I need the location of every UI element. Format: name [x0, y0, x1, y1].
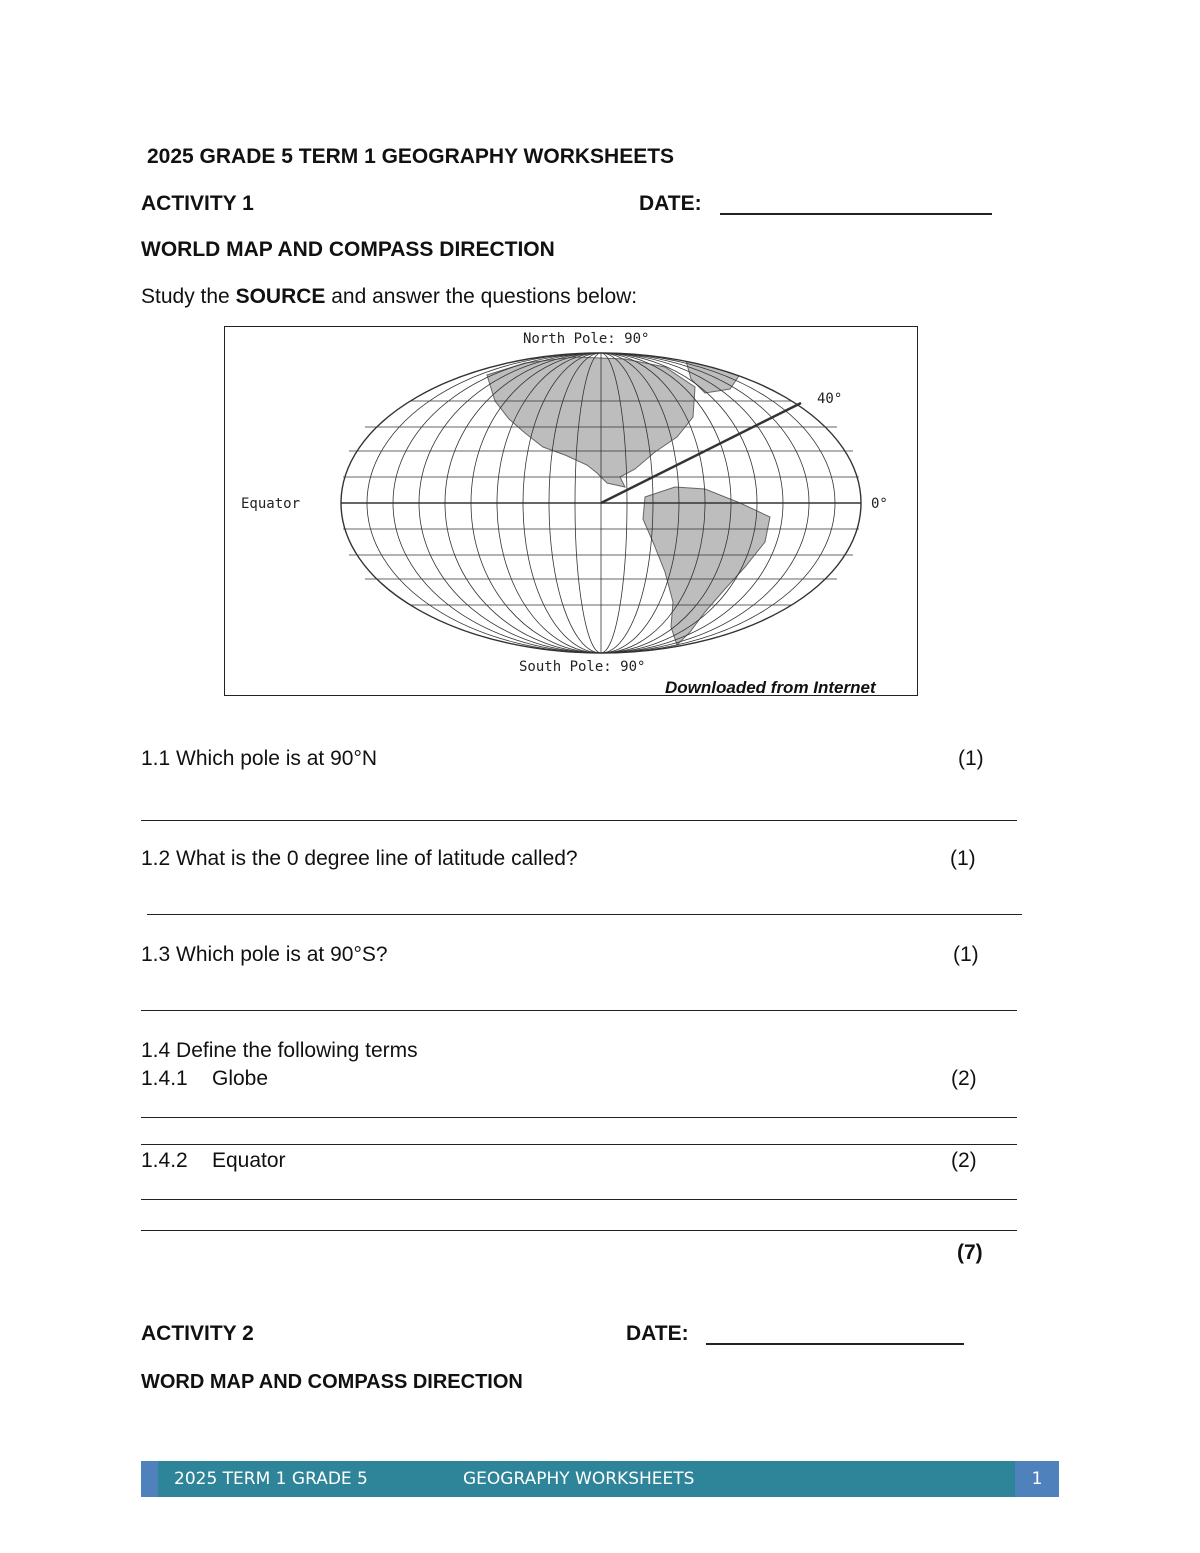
question-1-4-heading: 1.4 Define the following terms: [141, 1039, 418, 1062]
answer-line-1-4-2-b[interactable]: [141, 1230, 1017, 1231]
question-1-2: 1.2 What is the 0 degree line of latitude called?: [141, 847, 578, 870]
footer-left-text: 2025 TERM 1 GRADE 5: [174, 1469, 368, 1489]
footer-middle-text: GEOGRAPHY WORKSHEETS: [463, 1469, 695, 1489]
activity-2-date-field[interactable]: [706, 1343, 964, 1345]
term-1-4-2-label: Equator: [212, 1149, 286, 1172]
question-1-2-marks: (1): [950, 847, 976, 870]
term-1-4-1-number: 1.4.1: [141, 1067, 188, 1090]
instruction-suffix: and answer the questions below:: [325, 285, 638, 308]
zero-degree-label: 0°: [871, 496, 888, 512]
answer-line-1-3[interactable]: [141, 1010, 1017, 1011]
angle-label: 40°: [817, 391, 843, 407]
activity-1-date-field[interactable]: [720, 213, 992, 215]
graticule: [341, 353, 861, 653]
north-america-shape: [487, 357, 695, 487]
instruction-bold: SOURCE: [235, 285, 326, 308]
term-1-4-2-number: 1.4.2: [141, 1149, 188, 1172]
page-title: 2025 GRADE 5 TERM 1 GEOGRAPHY WORKSHEETS: [147, 145, 675, 168]
north-pole-label: North Pole: 90°: [523, 331, 650, 347]
land-masses: [487, 353, 770, 645]
instruction-prefix: Study the: [141, 285, 236, 308]
answer-line-1-1[interactable]: [141, 820, 1017, 821]
answer-line-1-4-1-a[interactable]: [141, 1117, 1017, 1118]
activity-2-subtitle: WORD MAP AND COMPASS DIRECTION: [141, 1371, 523, 1393]
equator-label: Equator: [241, 496, 301, 512]
instruction-text: [141, 285, 637, 309]
question-1-3: 1.3 Which pole is at 90°S?: [141, 943, 388, 966]
question-1-1-marks: (1): [958, 747, 984, 770]
footer-accent: [141, 1461, 158, 1497]
term-1-4-1-marks: (2): [951, 1067, 977, 1090]
term-1-4-1-label: Globe: [212, 1067, 269, 1090]
question-1-1: 1.1 Which pole is at 90°N: [141, 747, 378, 770]
activity-2-date-label: DATE:: [626, 1322, 689, 1345]
answer-line-1-4-2-a[interactable]: [141, 1199, 1017, 1200]
answer-line-1-2[interactable]: [147, 914, 1022, 915]
activity-1-total-marks: (7): [957, 1241, 983, 1264]
term-1-4-2-marks: (2): [951, 1149, 977, 1172]
activity-1-date-label: DATE:: [639, 192, 702, 215]
south-pole-label: South Pole: 90°: [519, 659, 646, 675]
activity-1-label: ACTIVITY 1: [141, 192, 254, 215]
page-footer: [141, 1461, 1059, 1497]
activity-1-subtitle: WORLD MAP AND COMPASS DIRECTION: [141, 238, 555, 261]
answer-line-1-4-1-b[interactable]: [141, 1144, 1017, 1145]
source-credit: Downloaded from Internet: [665, 678, 876, 697]
south-america-shape: [643, 487, 770, 645]
question-1-3-marks: (1): [953, 943, 979, 966]
activity-2-label: ACTIVITY 2: [141, 1322, 254, 1345]
footer-page-number: 1: [1015, 1461, 1059, 1497]
world-map-source: [224, 326, 918, 696]
world-map-figure: [225, 327, 919, 697]
